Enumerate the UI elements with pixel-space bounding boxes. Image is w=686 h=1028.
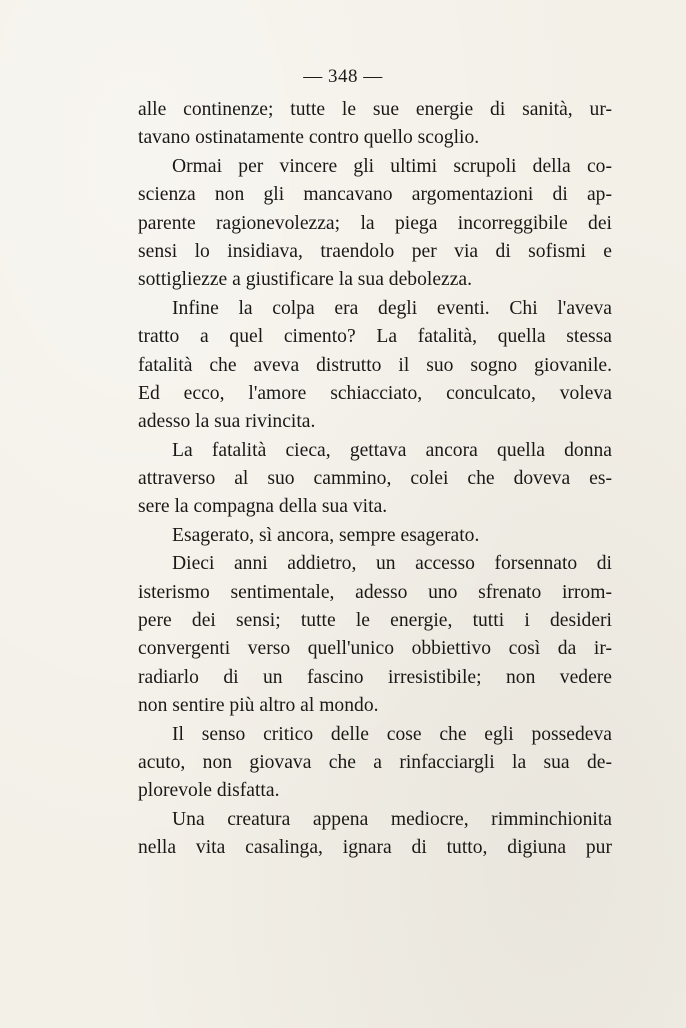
- text-line: sottigliezze a giustificare la sua debolezza.: [138, 269, 473, 291]
- text-line: Infine la colpa era degli eventi. Chi l'aveva: [172, 297, 612, 319]
- text-line: tavano ostinatamente contro quello scoglio.: [138, 127, 480, 149]
- text-line: isterismo sentimentale, adesso uno sfrenato irrom-: [138, 581, 612, 603]
- text-line: pere dei sensi; tutte le energie, tutti i desideri: [138, 610, 612, 632]
- text-line: attraverso al suo cammino, colei che doveva es-: [138, 468, 612, 490]
- text-line: Ed ecco, l'amore schiacciato, conculcato, voleva: [138, 382, 612, 404]
- text-line: Esagerato, sì ancora, sempre esagerato.: [172, 524, 480, 546]
- text-line: nella vita casalinga, ignara di tutto, digiuna pur: [138, 837, 612, 859]
- text-line: radiarlo di un fascino irresistibile; non vedere: [138, 666, 612, 688]
- text-line: scienza non gli mancavano argomentazioni di ap-: [138, 184, 612, 206]
- text-line: Una creatura appena mediocre, rimminchionita: [172, 808, 612, 830]
- text-line: tratto a quel cimento? La fatalità, quella stessa: [138, 326, 612, 348]
- text-line: Il senso critico delle cose che egli possedeva: [172, 723, 612, 745]
- text-line: plorevole disfatta.: [138, 780, 280, 802]
- text-line: parente ragionevolezza; la piega incorreggibile dei: [138, 212, 612, 234]
- text-line: convergenti verso quell'unico obbiettivo così da ir-: [138, 638, 612, 660]
- text-line: acuto, non giovava che a rinfacciargli la sua de-: [138, 751, 612, 773]
- text-line: alle continenze; tutte le sue energie di sanità, ur-: [138, 99, 612, 120]
- text-line: La fatalità cieca, gettava ancora quella donna: [172, 439, 612, 461]
- body-text: [138, 96, 612, 863]
- text-line: sere la compagna della sua vita.: [138, 496, 388, 518]
- page-number: — 348 —: [303, 66, 383, 87]
- text-line: adesso la sua rivincita.: [138, 411, 316, 433]
- text-line: sensi lo insidiava, traendolo per via di sofismi e: [138, 240, 612, 262]
- text-line: Ormai per vincere gli ultimi scrupoli della co-: [172, 155, 612, 177]
- text-line: fatalità che aveva distrutto il suo sogno giovanile.: [138, 354, 612, 376]
- text-line: non sentire più altro al mondo.: [138, 695, 379, 717]
- text-line: Dieci anni addietro, un accesso forsennato di: [172, 553, 612, 575]
